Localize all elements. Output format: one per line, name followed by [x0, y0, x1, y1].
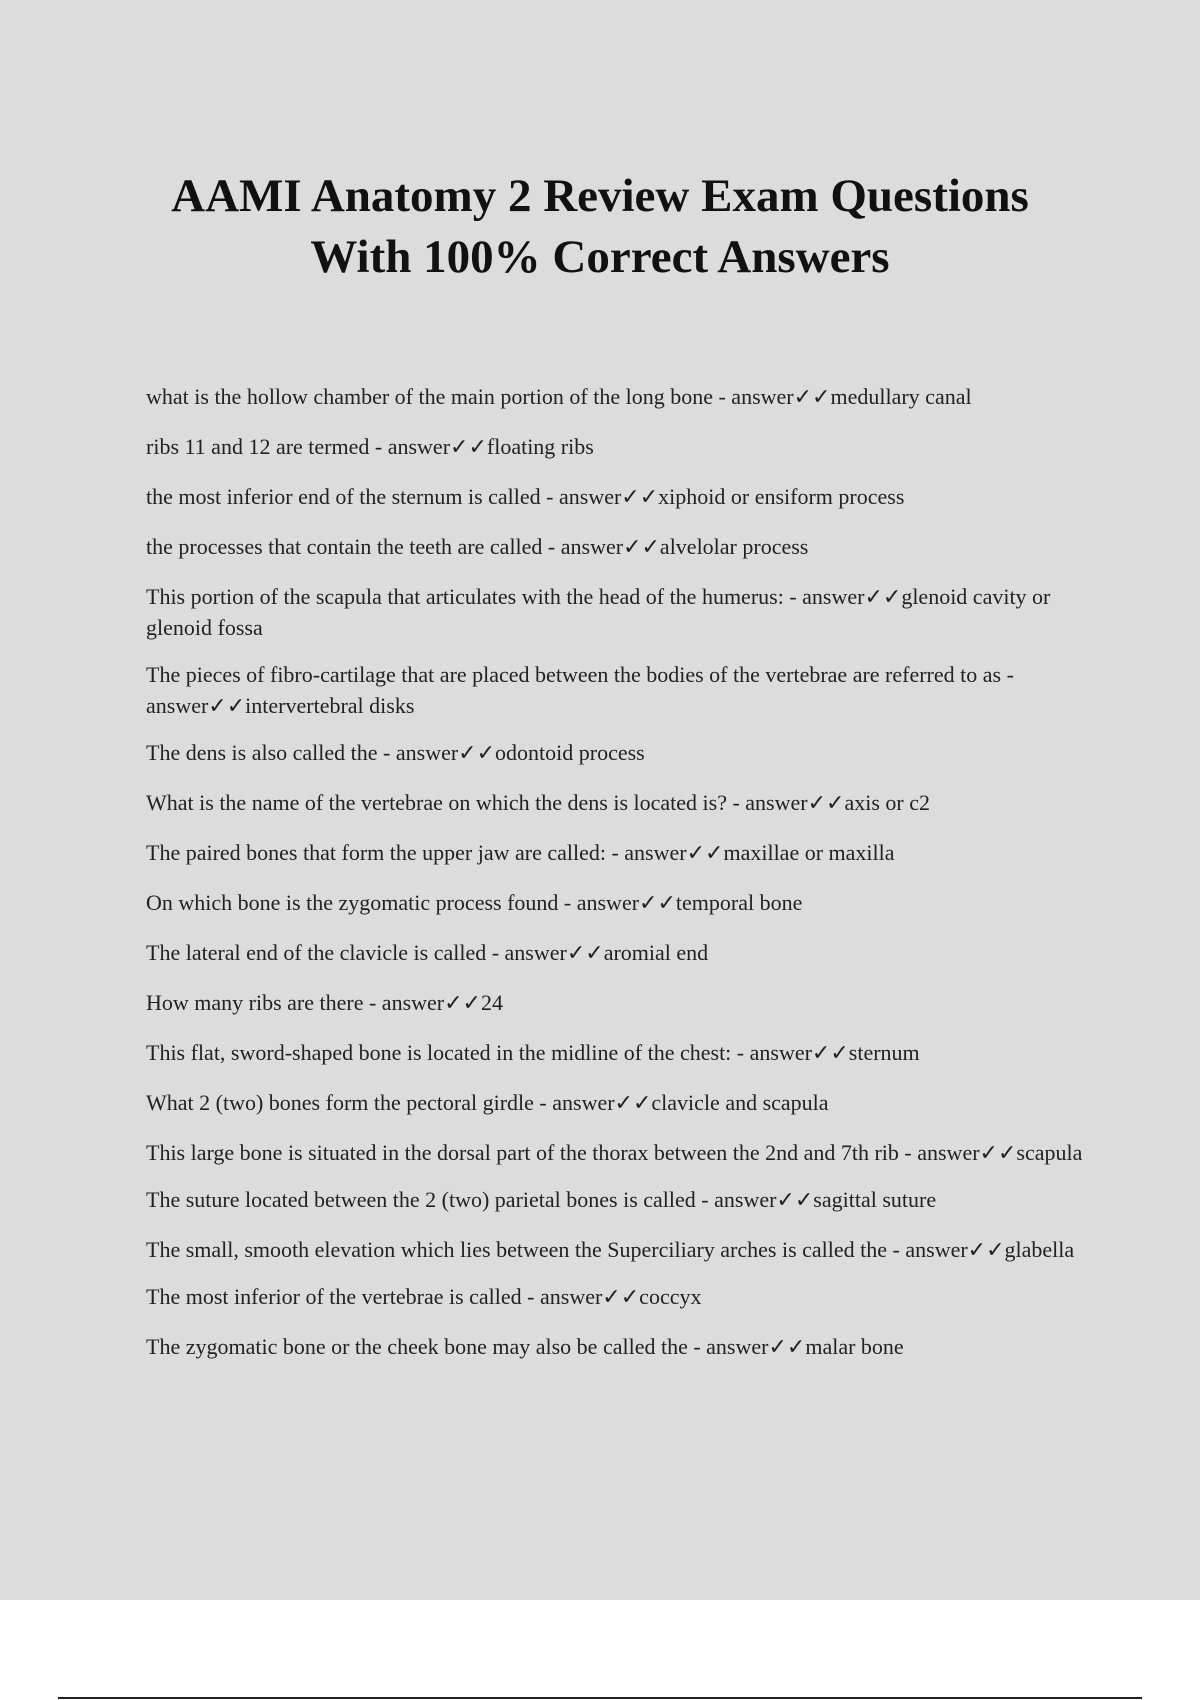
- page-divider: [58, 1697, 1142, 1699]
- qa-item: This large bone is situated in the dorsal part of the thorax between the 2nd and 7th rib - answer✓✓scapula: [146, 1140, 1083, 1165]
- qa-item: What is the name of the vertebrae on which the dens is located is? - answer✓✓axis or c2: [146, 790, 930, 815]
- qa-item: what is the hollow chamber of the main portion of the long bone - answer✓✓medullary canal: [146, 384, 972, 409]
- qa-item: What 2 (two) bones form the pectoral girdle - answer✓✓clavicle and scapula: [146, 1090, 829, 1115]
- title-line-1: AAMI Anatomy 2 Review Exam Questions: [171, 170, 1029, 222]
- qa-item: This flat, sword-shaped bone is located in the midline of the chest: - answer✓✓sternum: [146, 1040, 920, 1065]
- question-answer-list: [146, 381, 1096, 1381]
- qa-item: The small, smooth elevation which lies between the Superciliary arches is called the - answer✓✓glabella: [146, 1237, 1075, 1262]
- qa-item: How many ribs are there - answer✓✓24: [146, 990, 503, 1015]
- document-title: [100, 166, 1100, 288]
- qa-item: The most inferior of the vertebrae is called - answer✓✓coccyx: [146, 1284, 702, 1309]
- qa-item: The lateral end of the clavicle is called - answer✓✓aromial end: [146, 940, 709, 965]
- qa-item: the most inferior end of the sternum is called - answer✓✓xiphoid or ensiform process: [146, 484, 905, 509]
- qa-item: On which bone is the zygomatic process found - answer✓✓temporal bone: [146, 890, 803, 915]
- qa-item: ribs 11 and 12 are termed - answer✓✓floating ribs: [146, 434, 594, 459]
- qa-item: The zygomatic bone or the cheek bone may also be called the - answer✓✓malar bone: [146, 1334, 904, 1359]
- qa-item: The pieces of fibro-cartilage that are placed between the bodies of the vertebrae are referred to as - answer✓✓intervertebral disks: [146, 662, 1014, 718]
- qa-item: The dens is also called the - answer✓✓odontoid process: [146, 740, 645, 765]
- qa-item: The paired bones that form the upper jaw are called: - answer✓✓maxillae or maxilla: [146, 840, 895, 865]
- qa-item: the processes that contain the teeth are called - answer✓✓alvelolar process: [146, 534, 809, 559]
- title-line-2: With 100% Correct Answers: [310, 231, 890, 283]
- qa-item: This portion of the scapula that articulates with the head of the humerus: - answer✓✓glenoid cavity or glenoid fossa: [146, 584, 1051, 640]
- qa-item: The suture located between the 2 (two) parietal bones is called - answer✓✓sagittal suture: [146, 1187, 937, 1212]
